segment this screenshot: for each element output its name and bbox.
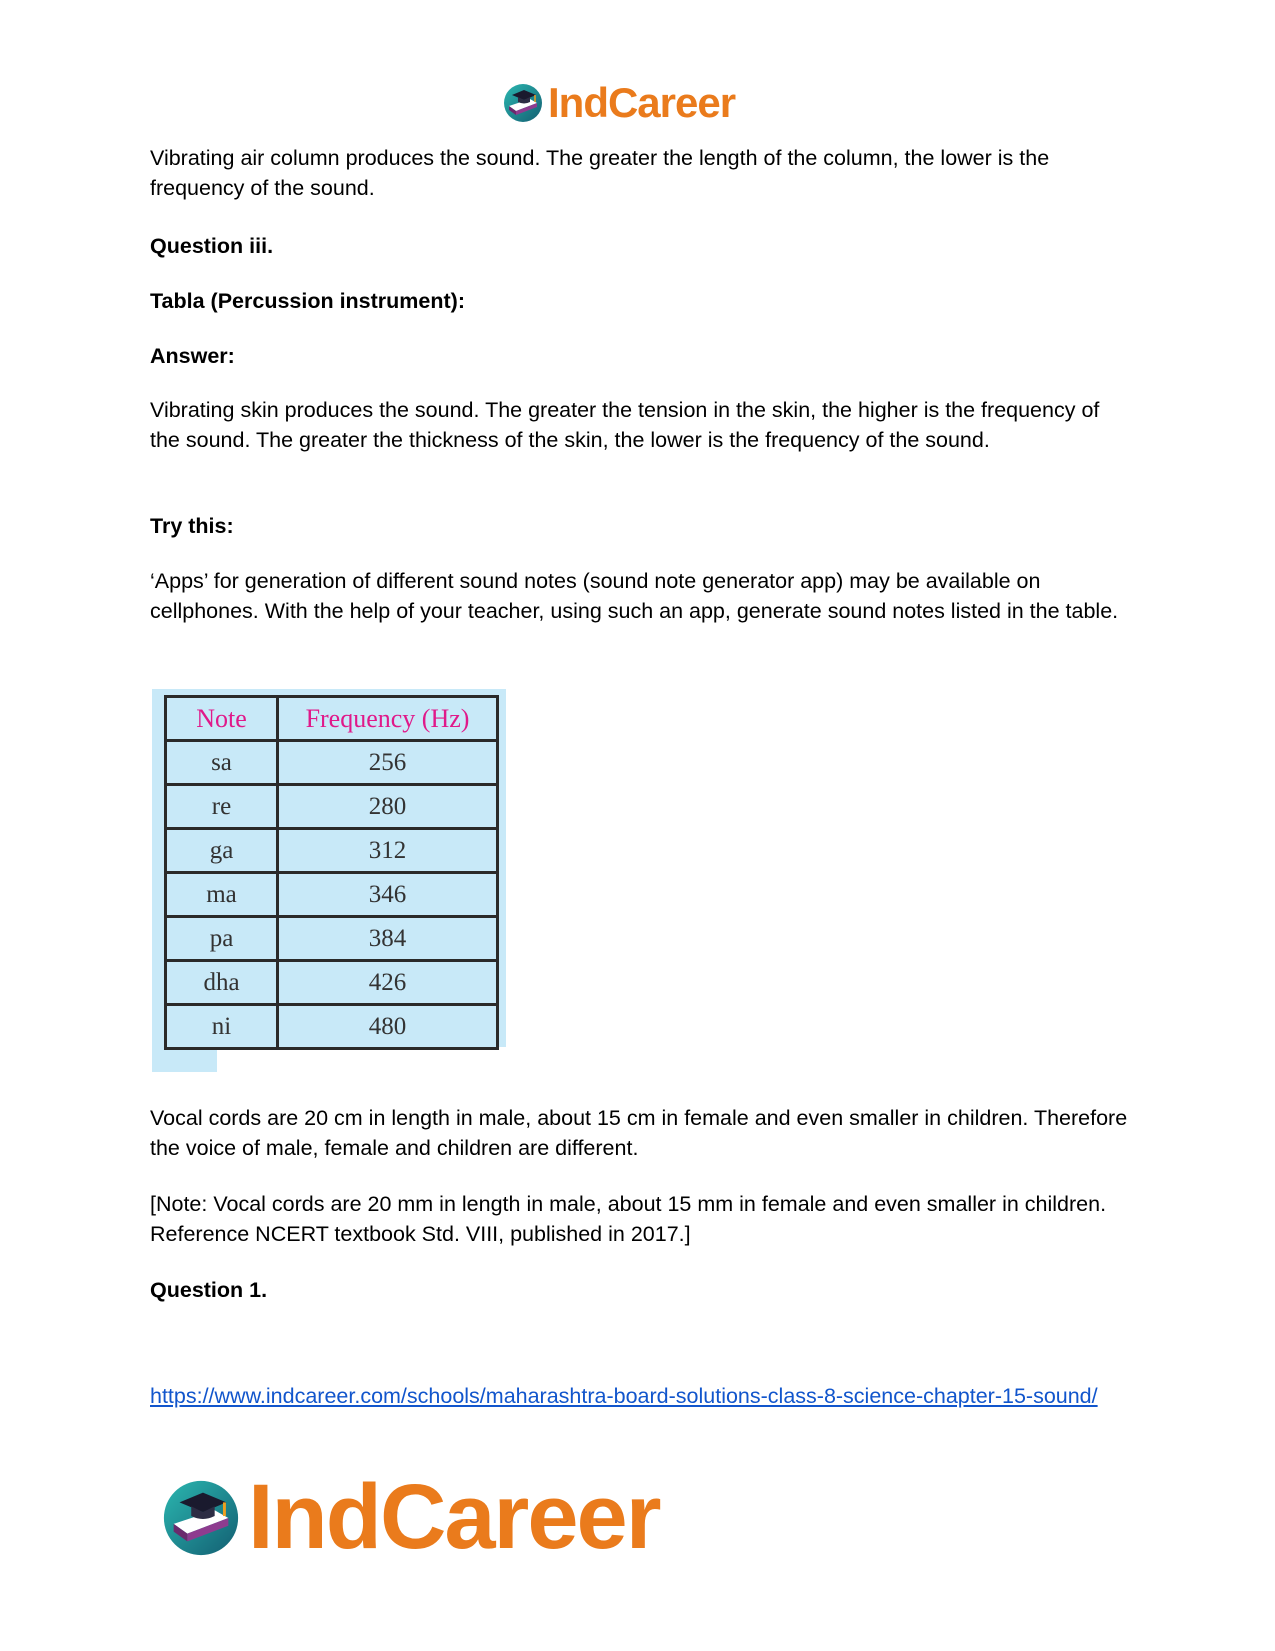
try-this-heading: Try this:	[150, 514, 234, 538]
frequency-cell: 426	[278, 961, 498, 1005]
question-1-heading: Question 1.	[150, 1278, 268, 1302]
footer-logo	[160, 1465, 660, 1570]
table-row	[166, 961, 498, 1005]
frequency-cell: 256	[278, 741, 498, 785]
note-cell: ga	[166, 829, 278, 873]
note-frequency-table	[164, 695, 499, 1050]
table-row	[166, 785, 498, 829]
paragraph-note: [Note: Vocal cords are 20 mm in length in male, about 15 mm in female and even smaller in children. Reference NCERT textbook Std. VIII, published in 2017.]	[150, 1192, 1107, 1246]
note-cell: sa	[166, 741, 278, 785]
table-row	[166, 917, 498, 961]
paragraph-vibrating-skin: Vibrating skin produces the sound. The greater the tension in the skin, the higher is the frequency of the sound. The greater the thickness of the skin, the lower is the frequency of the sound.	[150, 398, 1100, 452]
table-row	[166, 1005, 498, 1049]
note-cell: re	[166, 785, 278, 829]
table-row	[166, 829, 498, 873]
note-cell: dha	[166, 961, 278, 1005]
graduation-cap-book-globe-icon	[160, 1477, 242, 1559]
frequency-cell: 346	[278, 873, 498, 917]
frequency-cell: 480	[278, 1005, 498, 1049]
frequency-cell: 384	[278, 917, 498, 961]
note-frequency-table-image	[152, 689, 506, 1072]
logo-text: IndCareer	[548, 79, 736, 126]
note-cell: ni	[166, 1005, 278, 1049]
note-cell: ma	[166, 873, 278, 917]
table-background-foot	[152, 1047, 217, 1072]
frequency-cell: 312	[278, 829, 498, 873]
question-iii-heading: Question iii.	[150, 234, 274, 258]
logo-text: IndCareer	[248, 1466, 660, 1568]
tabla-heading: Tabla (Percussion instrument):	[150, 289, 465, 313]
column-header-note: Note	[166, 697, 278, 741]
column-header-frequency: Frequency (Hz)	[278, 697, 498, 741]
header-logo	[502, 79, 735, 127]
paragraph-air-column: Vibrating air column produces the sound. The greater the length of the column, the lower is the frequency of the sound.	[150, 146, 1050, 200]
paragraph-vocal-cords: Vocal cords are 20 cm in length in male, about 15 cm in female and even smaller in children. Therefore the voice of male, female and children are different.	[150, 1106, 1128, 1160]
answer-label: Answer:	[150, 344, 235, 368]
table-row	[166, 873, 498, 917]
table-header-row	[166, 697, 498, 741]
table-row	[166, 741, 498, 785]
note-cell: pa	[166, 917, 278, 961]
frequency-cell: 280	[278, 785, 498, 829]
source-link[interactable]: https://www.indcareer.com/schools/maharashtra-board-solutions-class-8-science-chapter-15-sound/	[150, 1384, 1098, 1408]
paragraph-apps: ‘Apps’ for generation of different sound notes (sound note generator app) may be available on cellphones. With the help of your teacher, using such an app, generate sound notes listed in the table.	[150, 569, 1119, 623]
graduation-cap-book-globe-icon	[502, 82, 544, 124]
